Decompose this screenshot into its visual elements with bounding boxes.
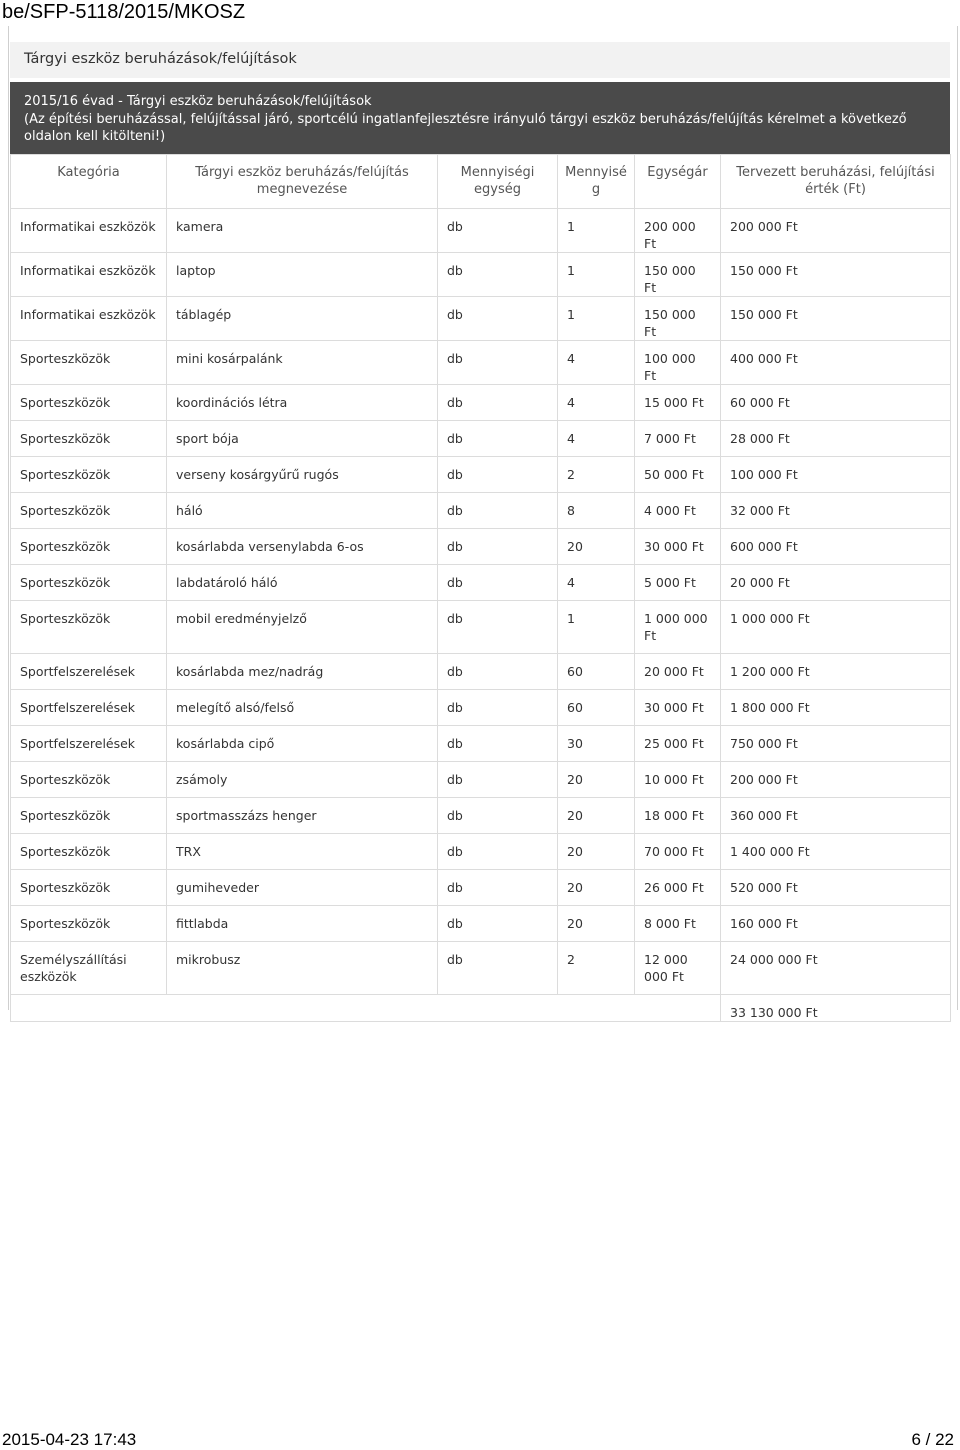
cell-egyseg: db xyxy=(438,493,558,529)
cell-egysegar: 200 000 Ft xyxy=(635,209,721,253)
cell-ertek: 1 400 000 Ft xyxy=(721,834,951,870)
cell-mennyiseg: 1 xyxy=(558,253,635,297)
table-row xyxy=(11,421,951,457)
col-header-mennyiseg: Mennyiség xyxy=(558,155,635,209)
cell-kategoria: Informatikai eszközök xyxy=(11,209,167,253)
cell-mennyiseg: 20 xyxy=(558,870,635,906)
cell-kategoria: Sporteszközök xyxy=(11,834,167,870)
footer-page-number: 6 / 22 xyxy=(911,1430,954,1449)
cell-megnevezes: labdatároló háló xyxy=(167,565,438,601)
table-row xyxy=(11,493,951,529)
table-row xyxy=(11,726,951,762)
cell-egysegar: 4 000 Ft xyxy=(635,493,721,529)
caption-line-2: (Az építési beruházással, felújítással járó, sportcélú ingatlanfejlesztésre irányuló tárgyi eszköz beruházás/felújítás kérelmet a következő oldalon kell kitölteni!) xyxy=(24,111,907,144)
cell-kategoria: Sporteszközök xyxy=(11,457,167,493)
table-row xyxy=(11,906,951,942)
cell-megnevezes: sport bója xyxy=(167,421,438,457)
cell-egysegar: 18 000 Ft xyxy=(635,798,721,834)
cell-ertek: 24 000 000 Ft xyxy=(721,942,951,995)
cell-egyseg: db xyxy=(438,654,558,690)
total-empty-cell xyxy=(438,995,558,1022)
cell-kategoria: Sportfelszerelések xyxy=(11,654,167,690)
cell-mennyiseg: 1 xyxy=(558,601,635,654)
col-header-egysegar: Egységár xyxy=(635,155,721,209)
cell-egysegar: 100 000 Ft xyxy=(635,341,721,385)
cell-megnevezes: fittlabda xyxy=(167,906,438,942)
cell-mennyiseg: 20 xyxy=(558,834,635,870)
cell-ertek: 360 000 Ft xyxy=(721,798,951,834)
total-value: 33 130 000 Ft xyxy=(721,995,951,1022)
cell-egysegar: 26 000 Ft xyxy=(635,870,721,906)
cell-egyseg: db xyxy=(438,942,558,995)
table-row xyxy=(11,798,951,834)
asset-table xyxy=(10,154,951,1022)
table-row xyxy=(11,209,951,253)
cell-egyseg: db xyxy=(438,601,558,654)
cell-ertek: 160 000 Ft xyxy=(721,906,951,942)
cell-egyseg: db xyxy=(438,209,558,253)
cell-megnevezes: TRX xyxy=(167,834,438,870)
table-row xyxy=(11,762,951,798)
cell-egyseg: db xyxy=(438,762,558,798)
cell-mennyiseg: 4 xyxy=(558,385,635,421)
cell-egysegar: 10 000 Ft xyxy=(635,762,721,798)
cell-egysegar: 150 000 Ft xyxy=(635,253,721,297)
cell-mennyiseg: 20 xyxy=(558,762,635,798)
cell-ertek: 200 000 Ft xyxy=(721,762,951,798)
cell-ertek: 750 000 Ft xyxy=(721,726,951,762)
cell-megnevezes: kosárlabda cipő xyxy=(167,726,438,762)
table-row xyxy=(11,565,951,601)
table-row xyxy=(11,654,951,690)
cell-mennyiseg: 1 xyxy=(558,209,635,253)
frame-right-border xyxy=(957,26,958,1010)
cell-mennyiseg: 4 xyxy=(558,421,635,457)
cell-egyseg: db xyxy=(438,529,558,565)
cell-egysegar: 8 000 Ft xyxy=(635,906,721,942)
cell-kategoria: Sporteszközök xyxy=(11,493,167,529)
total-empty-cell xyxy=(167,995,438,1022)
cell-mennyiseg: 20 xyxy=(558,798,635,834)
cell-megnevezes: zsámoly xyxy=(167,762,438,798)
cell-kategoria: Sporteszközök xyxy=(11,565,167,601)
cell-ertek: 1 800 000 Ft xyxy=(721,690,951,726)
cell-mennyiseg: 4 xyxy=(558,341,635,385)
section-title: Tárgyi eszköz beruházások/felújítások xyxy=(24,51,297,67)
cell-megnevezes: háló xyxy=(167,493,438,529)
cell-ertek: 60 000 Ft xyxy=(721,385,951,421)
cell-megnevezes: melegítő alsó/felső xyxy=(167,690,438,726)
cell-egysegar: 7 000 Ft xyxy=(635,421,721,457)
cell-ertek: 150 000 Ft xyxy=(721,297,951,341)
cell-megnevezes: kosárlabda mez/nadrág xyxy=(167,654,438,690)
cell-kategoria: Sporteszközök xyxy=(11,870,167,906)
cell-megnevezes: mikrobusz xyxy=(167,942,438,995)
cell-mennyiseg: 2 xyxy=(558,457,635,493)
cell-mennyiseg: 4 xyxy=(558,565,635,601)
cell-egyseg: db xyxy=(438,457,558,493)
document-id: be/SFP-5118/2015/MKOSZ xyxy=(2,1,246,23)
cell-egysegar: 30 000 Ft xyxy=(635,529,721,565)
cell-egysegar: 1 000 000 Ft xyxy=(635,601,721,654)
cell-ertek: 32 000 Ft xyxy=(721,493,951,529)
table-row xyxy=(11,385,951,421)
cell-kategoria: Személyszállítási eszközök xyxy=(11,942,167,995)
cell-egyseg: db xyxy=(438,834,558,870)
cell-ertek: 150 000 Ft xyxy=(721,253,951,297)
cell-megnevezes: sportmasszázs henger xyxy=(167,798,438,834)
total-empty-cell xyxy=(11,995,167,1022)
cell-megnevezes: kamera xyxy=(167,209,438,253)
cell-megnevezes: táblagép xyxy=(167,297,438,341)
cell-megnevezes: verseny kosárgyűrű rugós xyxy=(167,457,438,493)
col-header-megnevezes: Tárgyi eszköz beruházás/felújítás megnevezése xyxy=(167,155,438,209)
cell-kategoria: Sporteszközök xyxy=(11,341,167,385)
section-title-bar xyxy=(10,42,950,78)
table-header-row xyxy=(11,155,951,209)
cell-egysegar: 12 000 000 Ft xyxy=(635,942,721,995)
cell-ertek: 1 000 000 Ft xyxy=(721,601,951,654)
table-row xyxy=(11,341,951,385)
cell-egyseg: db xyxy=(438,906,558,942)
cell-egyseg: db xyxy=(438,870,558,906)
total-empty-cell xyxy=(558,995,635,1022)
table-row xyxy=(11,870,951,906)
cell-mennyiseg: 1 xyxy=(558,297,635,341)
cell-mennyiseg: 60 xyxy=(558,654,635,690)
cell-kategoria: Sporteszközök xyxy=(11,421,167,457)
cell-mennyiseg: 30 xyxy=(558,726,635,762)
cell-egyseg: db xyxy=(438,798,558,834)
table-row xyxy=(11,942,951,995)
cell-kategoria: Informatikai eszközök xyxy=(11,253,167,297)
cell-kategoria: Sporteszközök xyxy=(11,529,167,565)
cell-ertek: 20 000 Ft xyxy=(721,565,951,601)
cell-egysegar: 25 000 Ft xyxy=(635,726,721,762)
cell-egyseg: db xyxy=(438,341,558,385)
cell-ertek: 600 000 Ft xyxy=(721,529,951,565)
caption-line-1: 2015/16 évad - Tárgyi eszköz beruházások/felújítások xyxy=(24,94,372,109)
cell-egysegar: 20 000 Ft xyxy=(635,654,721,690)
cell-egyseg: db xyxy=(438,253,558,297)
col-header-egyseg: Mennyiségi egység xyxy=(438,155,558,209)
cell-ertek: 1 200 000 Ft xyxy=(721,654,951,690)
table-row xyxy=(11,529,951,565)
cell-egysegar: 150 000 Ft xyxy=(635,297,721,341)
cell-mennyiseg: 60 xyxy=(558,690,635,726)
total-empty-cell xyxy=(635,995,721,1022)
col-header-kategoria: Kategória xyxy=(11,155,167,209)
cell-megnevezes: kosárlabda versenylabda 6-os xyxy=(167,529,438,565)
table-row xyxy=(11,253,951,297)
cell-kategoria: Sporteszközök xyxy=(11,906,167,942)
total-row xyxy=(11,995,951,1022)
cell-egyseg: db xyxy=(438,565,558,601)
cell-egyseg: db xyxy=(438,726,558,762)
cell-kategoria: Sporteszközök xyxy=(11,385,167,421)
cell-egyseg: db xyxy=(438,421,558,457)
table-caption xyxy=(10,82,950,154)
cell-mennyiseg: 20 xyxy=(558,529,635,565)
col-header-ertek: Tervezett beruházási, felújítási érték (Ft) xyxy=(721,155,951,209)
cell-megnevezes: gumiheveder xyxy=(167,870,438,906)
cell-egyseg: db xyxy=(438,297,558,341)
cell-megnevezes: mobil eredményjelző xyxy=(167,601,438,654)
cell-egysegar: 5 000 Ft xyxy=(635,565,721,601)
table-row xyxy=(11,297,951,341)
cell-egysegar: 30 000 Ft xyxy=(635,690,721,726)
cell-megnevezes: laptop xyxy=(167,253,438,297)
footer-datetime: 2015-04-23 17:43 xyxy=(2,1430,137,1449)
cell-ertek: 200 000 Ft xyxy=(721,209,951,253)
cell-mennyiseg: 20 xyxy=(558,906,635,942)
cell-kategoria: Informatikai eszközök xyxy=(11,297,167,341)
cell-egysegar: 15 000 Ft xyxy=(635,385,721,421)
cell-kategoria: Sportfelszerelések xyxy=(11,690,167,726)
cell-megnevezes: koordinációs létra xyxy=(167,385,438,421)
cell-egysegar: 50 000 Ft xyxy=(635,457,721,493)
cell-kategoria: Sporteszközök xyxy=(11,798,167,834)
table-row xyxy=(11,834,951,870)
cell-egyseg: db xyxy=(438,385,558,421)
cell-egyseg: db xyxy=(438,690,558,726)
cell-megnevezes: mini kosárpalánk xyxy=(167,341,438,385)
cell-ertek: 520 000 Ft xyxy=(721,870,951,906)
cell-ertek: 400 000 Ft xyxy=(721,341,951,385)
cell-kategoria: Sporteszközök xyxy=(11,601,167,654)
frame-left-border xyxy=(8,26,9,1010)
cell-egysegar: 70 000 Ft xyxy=(635,834,721,870)
table-row xyxy=(11,690,951,726)
cell-kategoria: Sportfelszerelések xyxy=(11,726,167,762)
cell-mennyiseg: 2 xyxy=(558,942,635,995)
cell-kategoria: Sporteszközök xyxy=(11,762,167,798)
table-row xyxy=(11,601,951,654)
cell-ertek: 100 000 Ft xyxy=(721,457,951,493)
cell-ertek: 28 000 Ft xyxy=(721,421,951,457)
cell-mennyiseg: 8 xyxy=(558,493,635,529)
table-row xyxy=(11,457,951,493)
